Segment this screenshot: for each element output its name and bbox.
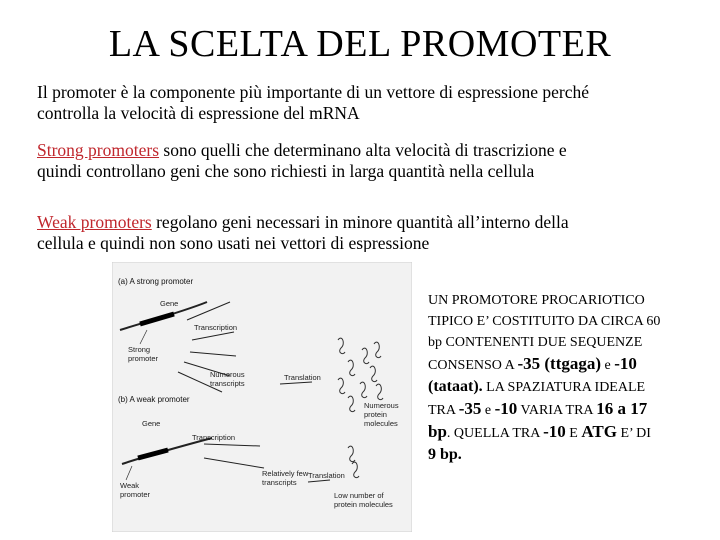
promoter-diagram — [112, 262, 412, 532]
low-protein-label-2: protein molecules — [334, 500, 393, 509]
side-line-1: UN PROMOTORE PROCARIOTICO — [428, 293, 645, 308]
strong-panel-title: (a) A strong promoter — [118, 277, 194, 286]
transcription-label: Transcription — [194, 323, 238, 332]
weak-line-1: regolano geni necessari in minore quantità all’interno della — [151, 212, 569, 232]
side-line-3: bp CONTENENTI DUE SEQUENZE — [428, 335, 643, 350]
side-minus35-consensus: -35 (ttgaga) — [517, 354, 602, 373]
weak-line-2: cellula e quindi non sono usati nei vettori di espressione — [37, 233, 430, 252]
side-line-6e: VARIA TRA — [517, 403, 597, 418]
weak-promoter-label-2: promoter — [120, 490, 151, 499]
side-minus10: -10 — [614, 354, 637, 373]
side-spacing-range: 16 a 17 — [596, 399, 648, 418]
side-tataat: (tataat). — [428, 378, 483, 395]
side-line-7a: bp — [428, 422, 447, 441]
page-title: LA SCELTA DEL PROMOTER — [108, 23, 612, 65]
side-atg: ATG — [581, 422, 617, 441]
side-line-7 — [428, 421, 718, 444]
low-protein-label-1: Low number of — [334, 491, 384, 500]
weak-promoter-label-1: Weak — [120, 481, 140, 490]
strong-paragraph — [37, 140, 707, 182]
side-line-6a: TRA — [428, 403, 459, 418]
intro-line-2: controlla la velocità di espressione del mRNA — [37, 103, 360, 123]
side-line-6d: -10 — [494, 399, 518, 418]
side-line-7d: E — [565, 426, 582, 441]
strong-term: Strong promoters — [37, 140, 160, 160]
numerous-protein-label-1: Numerous — [364, 401, 399, 410]
weak-term: Weak promoters — [37, 212, 152, 232]
numerous-transcripts-label-2: transcripts — [210, 379, 245, 388]
strong-promoter-label-1: Strong — [128, 345, 151, 354]
side-line-7b: . QUELLA TRA — [446, 426, 544, 441]
promoter-figure — [112, 262, 412, 532]
relatively-few-label-1: Relatively few — [262, 469, 309, 478]
promoter-description — [428, 290, 718, 465]
side-line-8: 9 bp. — [428, 446, 462, 463]
strong-promoter-label-2: promoter — [128, 354, 159, 363]
side-line-4 — [428, 353, 718, 376]
numerous-protein-label-2: protein — [364, 410, 387, 419]
side-line-6b: -35 — [458, 399, 482, 418]
gene-b-label: Gene — [142, 419, 161, 428]
numerous-transcripts-label-1: Numerous — [210, 370, 245, 379]
relatively-few-label-2: transcripts — [262, 478, 297, 487]
strong-line-2: quindi controllano geni che sono richiesti in larga quantità nella cellula — [37, 161, 535, 181]
side-line-2: TIPICO E’ COSTITUITO DA CIRCA 60 — [428, 314, 661, 329]
side-line-7f: E’ DI — [616, 426, 651, 441]
strong-line-1: sono quelli che determinano alta velocità di trascrizione e — [159, 140, 567, 160]
side-line-6c: e — [481, 403, 495, 418]
gene-label: Gene — [160, 299, 179, 308]
intro-paragraph — [37, 82, 707, 124]
side-line-7c: -10 — [543, 422, 566, 441]
side-line-5b: LA SPAZIATURA IDEALE — [482, 380, 646, 395]
translation-b-label: Translation — [308, 471, 345, 480]
weak-paragraph — [37, 212, 707, 252]
transcription-b-label: Transcription — [192, 433, 236, 442]
side-line-4c: e — [601, 358, 615, 373]
side-line-5 — [428, 376, 718, 398]
side-line-6 — [428, 398, 718, 421]
weak-panel-title: (b) A weak promoter — [118, 395, 190, 404]
translation-label: Translation — [284, 373, 321, 382]
numerous-protein-label-3: molecules — [364, 419, 398, 428]
intro-line-1: Il promoter è la componente più importante di un vettore di espressione perché — [37, 82, 590, 102]
side-line-4a: CONSENSO A — [428, 358, 518, 373]
